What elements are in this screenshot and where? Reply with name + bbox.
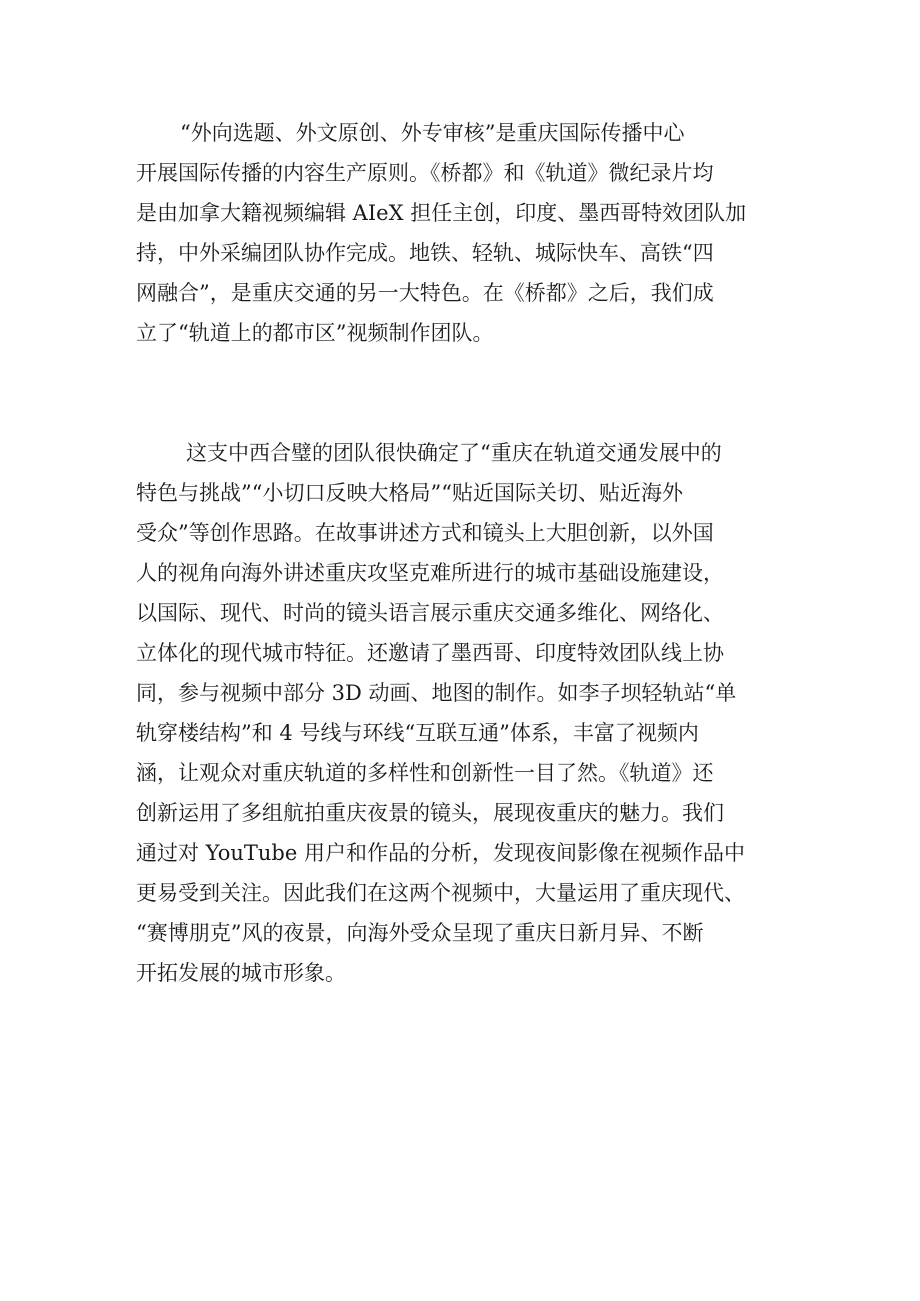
paragraph-line: 这支中西合璧的团队很快确定了“重庆在轨道交通发展中的	[186, 441, 722, 465]
paragraph-line: 特色与挑战”“小切口反映大格局”“贴近国际关切、贴近海外	[136, 481, 683, 505]
paragraph-line: 通过对 YouTube 用户和作品的分析，发现夜间影像在视频作品中	[136, 841, 745, 865]
paragraph-line: 更易受到关注。因此我们在这两个视频中，大量运用了重庆现代、	[136, 881, 745, 905]
paragraph-2	[136, 433, 745, 993]
paragraph-line: “外向选题、外文原创、外专审核”是重庆国际传播中心	[180, 121, 685, 145]
paragraph-line: 开展国际传播的内容生产原则。《桥都》和《轨道》微纪录片均	[136, 161, 714, 185]
paragraph-line: 受众”等创作思路。在故事讲述方式和镜头上大胆创新，以外国	[136, 521, 714, 545]
paragraph-line: 以国际、现代、时尚的镜头语言展示重庆交通多维化、网络化、	[136, 601, 724, 625]
paragraph-line: 创新运用了多组航拍重庆夜景的镜头，展现夜重庆的魅力。我们	[136, 801, 724, 825]
paragraph-line: 人的视角向海外讲述重庆攻坚克难所进行的城市基础设施建设，	[136, 561, 724, 585]
paragraph-line: 涵，让观众对重庆轨道的多样性和创新性一目了然。《轨道》还	[136, 761, 714, 785]
paragraph-line: “赛博朋克”风的夜景，向海外受众呈现了重庆日新月异、不断	[136, 921, 704, 945]
paragraph-line: 是由加拿大籍视频编辑 AIeX 担任主创，印度、墨西哥特效团队加	[136, 201, 747, 225]
paragraph-line: 立体化的现代城市特征。还邀请了墨西哥、印度特效团队线上协	[136, 641, 724, 665]
paragraph-line: 轨穿楼结构”和 4 号线与环线“互联互通”体系，丰富了视频内	[136, 721, 699, 745]
paragraph-line: 同，参与视频中部分 3D 动画、地图的制作。如李子坝轻轨站“单	[136, 681, 737, 705]
paragraph-line: 持，中外采编团队协作完成。地铁、轻轨、城际快车、高铁“四	[136, 241, 714, 265]
paragraph-1	[136, 113, 746, 353]
paragraph-line: 立了“轨道上的都市区”视频制作团队。	[136, 321, 494, 345]
paragraph-line: 开拓发展的城市形象。	[136, 961, 346, 985]
paragraph-line: 网融合”，是重庆交通的另一大特色。在《桥都》之后，我们成	[136, 281, 714, 305]
